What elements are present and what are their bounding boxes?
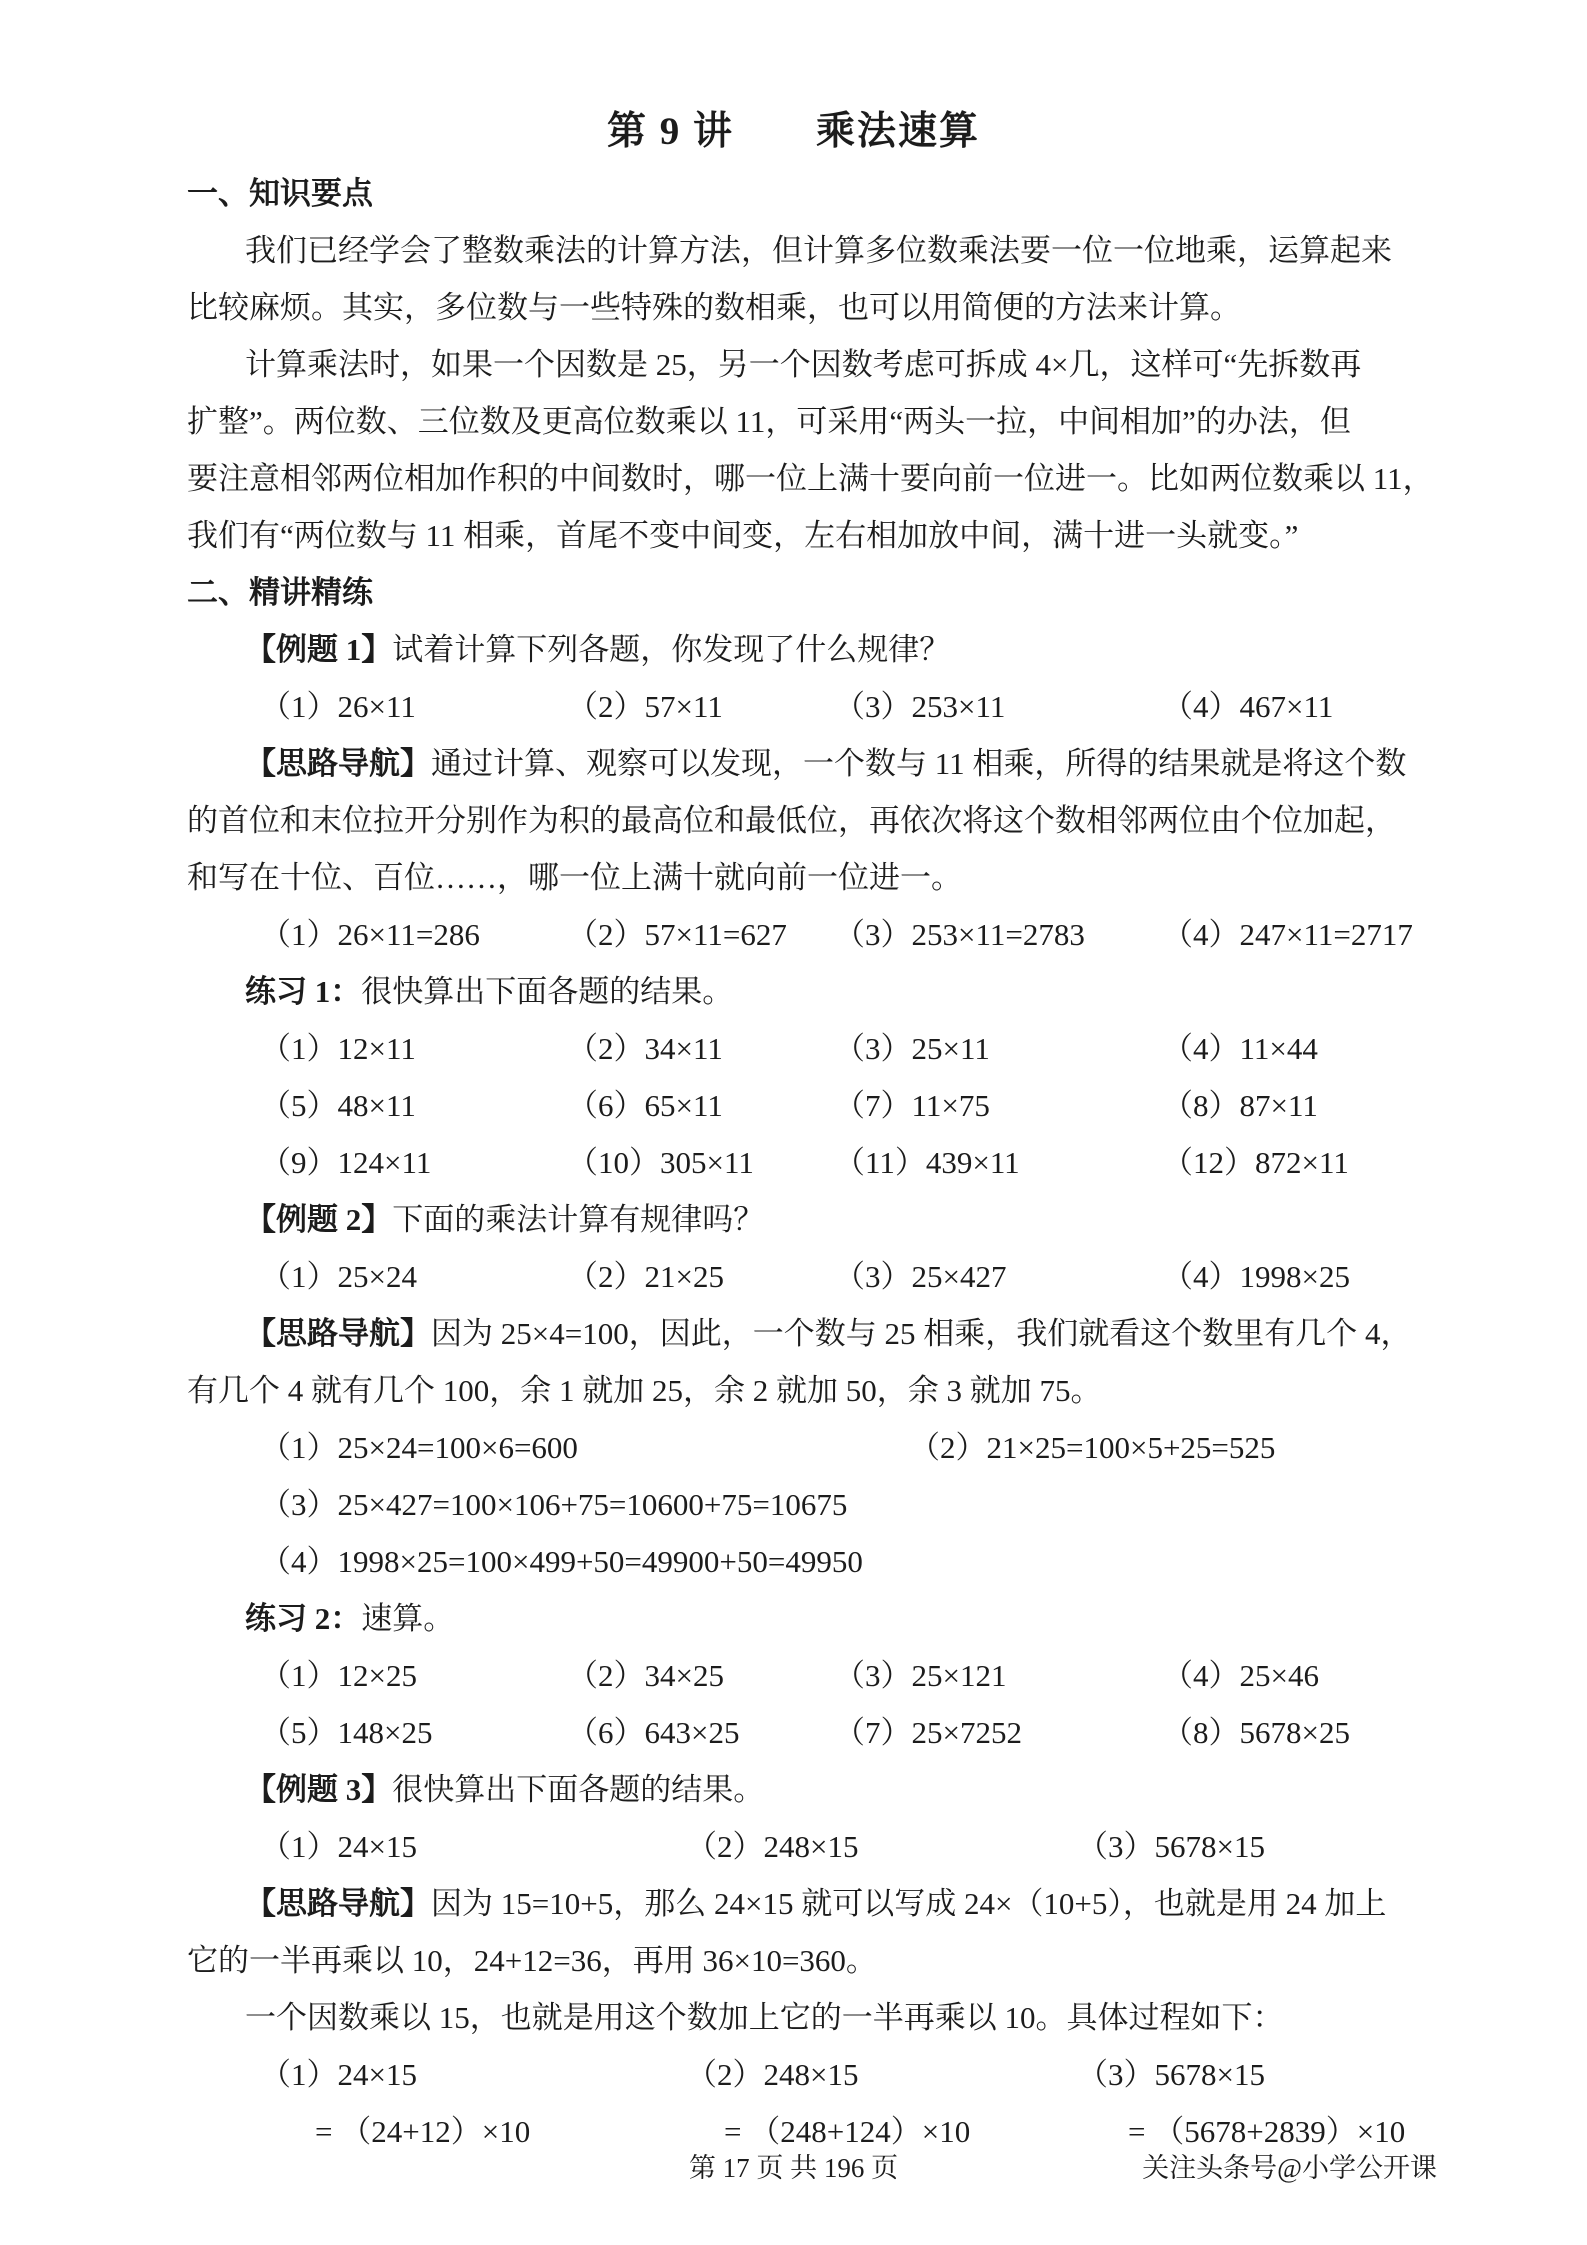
step-item: = （5678+2839）×10 (1128, 2114, 1406, 2149)
problem-item: （3）253×11 (834, 689, 1006, 724)
answer-item: （2）57×11=627 (567, 917, 787, 952)
example-2-label: 【例题 2】 (245, 1202, 393, 1237)
problem-item: （4）25×46 (1162, 1658, 1319, 1693)
drill-2-row (187, 1647, 1437, 1704)
problem-item: （2）34×25 (567, 1658, 724, 1693)
problem-item: （8）5678×25 (1162, 1715, 1350, 1750)
problem-item: （3）25×11 (834, 1031, 990, 1066)
nav-label: 【思路导航】 (245, 1316, 431, 1351)
problem-item: （3）5678×15 (1077, 1829, 1265, 1864)
example-1-label: 【例题 1】 (245, 632, 393, 667)
problem-item: （2）21×25 (567, 1259, 724, 1294)
answer-item: （4）247×11=2717 (1162, 917, 1413, 952)
example-2-nav-line (187, 1305, 1437, 1362)
drill-1-row (187, 1134, 1437, 1191)
step-item: = （248+124）×10 (724, 2114, 971, 2149)
example-3-problem-row (187, 1818, 1437, 1875)
drill-2-label: 练习 2： (245, 1601, 362, 1636)
knowledge-line: 我们已经学会了整数乘法的计算方法，但计算多位数乘法要一位一位地乘，运算起来 (245, 233, 1392, 268)
answer-item: （1）26×11=286 (260, 917, 480, 952)
example-2-answer-row (187, 1419, 1437, 1476)
example-3-process-intro: 一个因数乘以 15，也就是用这个数加上它的一半再乘以 10。具体过程如下： (245, 2000, 1284, 2035)
knowledge-line: 计算乘法时，如果一个因数是 25，另一个因数考虑可拆成 4×几，这样可“先拆数再 (245, 347, 1362, 382)
example-1-nav-line: 和写在十位、百位……，哪一位上满十就向前一位进一。 (187, 860, 962, 895)
example-1-header (187, 621, 1437, 678)
example-1-intro: 试着计算下列各题，你发现了什么规律？ (392, 632, 951, 667)
problem-item: （10）305×11 (567, 1145, 754, 1180)
nav-text: 通过计算、观察可以发现，一个数与 11 相乘，所得的结果就是将这个数 (431, 746, 1407, 781)
step-item: = （24+12）×10 (315, 2114, 531, 2149)
problem-item: （12）872×11 (1162, 1145, 1349, 1180)
problem-item: （11）439×11 (834, 1145, 1020, 1180)
example-3-header (187, 1761, 1437, 1818)
footer-page-number: 第 17 页 共 196 页 (688, 2153, 899, 2183)
problem-item: （9）124×11 (260, 1145, 432, 1180)
example-1-nav-line: 的首位和末位拉开分别作为积的最高位和最低位，再依次将这个数相邻两位由个位加起， (187, 803, 1396, 838)
example-3-nav-line (187, 1875, 1437, 1932)
example-3-intro: 很快算出下面各题的结果。 (392, 1772, 765, 1807)
problem-item: （8）87×11 (1162, 1088, 1318, 1123)
page-title: 第 9 讲 乘法速算 (606, 110, 980, 153)
problem-item: （7）11×75 (834, 1088, 990, 1123)
example-2-problem-row (187, 1248, 1437, 1305)
drill-1-row (187, 1020, 1437, 1077)
drill-2-row (187, 1704, 1437, 1761)
problem-item: （1）24×15 (260, 1829, 417, 1864)
example-1-problem-row (187, 678, 1437, 735)
knowledge-line: 要注意相邻两位相加作积的中间数时，哪一位上满十要向前一位进一。比如两位数乘以 11， (187, 461, 1434, 496)
drill-1-row (187, 1077, 1437, 1134)
document-body (187, 165, 1437, 2160)
problem-item: （1）26×11 (260, 689, 416, 724)
answer-item: （4）1998×25=100×499+50=49900+50=49950 (260, 1544, 863, 1579)
problem-item: （6）643×25 (567, 1715, 740, 1750)
problem-item: （3）5678×15 (1077, 2057, 1265, 2092)
nav-label: 【思路导航】 (245, 746, 431, 781)
problem-item: （5）48×11 (260, 1088, 416, 1123)
problem-item: （4）467×11 (1162, 689, 1334, 724)
problem-item: （4）11×44 (1162, 1031, 1318, 1066)
problem-item: （6）65×11 (567, 1088, 723, 1123)
drill-2-header (187, 1590, 1437, 1647)
problem-item: （1）12×25 (260, 1658, 417, 1693)
example-1-nav-line (187, 735, 1437, 792)
nav-text: 因为 15=10+5，那么 24×15 就可以写成 24×（10+5），也就是用 24 加上 (431, 1886, 1387, 1921)
problem-item: （2）248×15 (686, 1829, 859, 1864)
example-3-process-row (187, 2046, 1437, 2103)
example-1-answer-row (187, 906, 1437, 963)
problem-item: （2）34×11 (567, 1031, 723, 1066)
problem-item: （3）25×121 (834, 1658, 1007, 1693)
answer-item: （1）25×24=100×6=600 (260, 1430, 578, 1465)
drill-1-intro: 很快算出下面各题的结果。 (361, 974, 734, 1009)
answer-item: （3）253×11=2783 (834, 917, 1085, 952)
problem-item: （2）57×11 (567, 689, 723, 724)
answer-item: （2）21×25=100×5+25=525 (909, 1430, 1276, 1465)
knowledge-line: 我们有“两位数与 11 相乘，首尾不变中间变，左右相加放中间，满十进一头就变。” (187, 518, 1299, 553)
nav-label: 【思路导航】 (245, 1886, 431, 1921)
problem-item: （1）12×11 (260, 1031, 416, 1066)
problem-item: （2）248×15 (686, 2057, 859, 2092)
drill-1-label: 练习 1： (245, 974, 362, 1009)
example-2-intro: 下面的乘法计算有规律吗？ (392, 1202, 765, 1237)
example-3-nav-line: 它的一半再乘以 10，24+12=36，再用 36×10=360。 (187, 1943, 877, 1978)
problem-item: （5）148×25 (260, 1715, 433, 1750)
drill-1-header (187, 963, 1437, 1020)
section-2-heading: 二、精讲精练 (187, 575, 373, 610)
footer-credit: 关注头条号@小学公开课 (1142, 2153, 1437, 2183)
answer-item: （3）25×427=100×106+75=10600+75=10675 (260, 1487, 848, 1522)
problem-item: （7）25×7252 (834, 1715, 1022, 1750)
problem-item: （1）24×15 (260, 2057, 417, 2092)
drill-2-intro: 速算。 (361, 1601, 455, 1636)
example-2-header (187, 1191, 1437, 1248)
section-1-heading: 一、知识要点 (187, 176, 373, 211)
problem-item: （4）1998×25 (1162, 1259, 1350, 1294)
example-3-label: 【例题 3】 (245, 1772, 393, 1807)
problem-item: （1）25×24 (260, 1259, 417, 1294)
knowledge-line: 扩整”。两位数、三位数及更高位数乘以 11，可采用“两头一拉，中间相加”的办法，但 (187, 404, 1351, 439)
problem-item: （3）25×427 (834, 1259, 1007, 1294)
example-2-nav-line: 有几个 4 就有几个 100，余 1 就加 25，余 2 就加 50，余 3 就加 75。 (187, 1373, 1102, 1408)
knowledge-line: 比较麻烦。其实，多位数与一些特殊的数相乘，也可以用简便的方法来计算。 (187, 290, 1241, 325)
nav-text: 因为 25×4=100，因此，一个数与 25 相乘，我们就看这个数里有几个 4， (431, 1316, 1412, 1351)
